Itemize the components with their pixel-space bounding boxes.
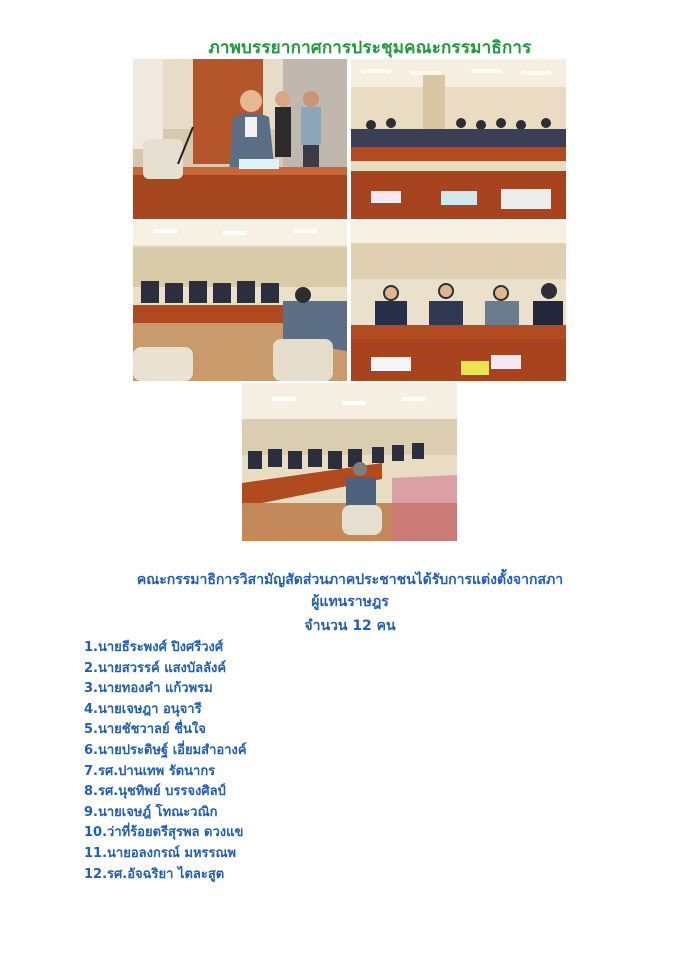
member-list	[84, 638, 247, 885]
committee-heading-line-2: ผู้แทนราษฎร	[311, 594, 389, 610]
list-item: 12.รศ.อัจฉริยา ไตละสูต	[84, 866, 225, 882]
list-item: 4.นายเจษฎา อนุจารี	[84, 701, 202, 717]
meeting-photo-1	[133, 59, 347, 219]
list-item: 9.นายเจษฎ์ โทณะวณิก	[84, 804, 218, 820]
committee-heading-line-1: คณะกรรมาธิการวิสามัญสัดส่วนภาคประชาชนได้รับการแต่งตั้งจากสภา	[136, 572, 564, 588]
meeting-photo-2	[351, 59, 566, 219]
meeting-photo-3	[133, 221, 347, 381]
list-item: 3.นายทองคำ แก้วพรม	[84, 681, 213, 697]
meeting-photo-5	[242, 383, 457, 541]
list-item: 2.นายสวรรค์ แสงบัลลังค์	[84, 660, 227, 676]
list-item: 6.นายประดิษฐ์ เอี่ยมสำอางค์	[84, 742, 247, 758]
list-item: 1.นายธีระพงศ์ ปิงศรีวงศ์	[84, 640, 224, 655]
list-item: 8.รศ.นุชทิพย์ บรรจงศิลป์	[84, 784, 226, 800]
page-title: ภาพบรรยากาศการประชุมคณะกรรมาธิการ	[208, 38, 532, 58]
list-item: 11.นายอลงกรณ์ มหรรณพ	[84, 845, 237, 861]
list-item: 7.รศ.ปานเทพ รัตนากร	[84, 763, 216, 779]
list-item: 10.ว่าที่ร้อยตรีสุรพล ดวงแข	[84, 825, 244, 841]
committee-member-count: จำนวน 12 คน	[304, 618, 396, 634]
list-item: 5.นายชัชวาลย์ ชื่นใจ	[84, 722, 206, 738]
meeting-photo-4	[351, 221, 566, 381]
